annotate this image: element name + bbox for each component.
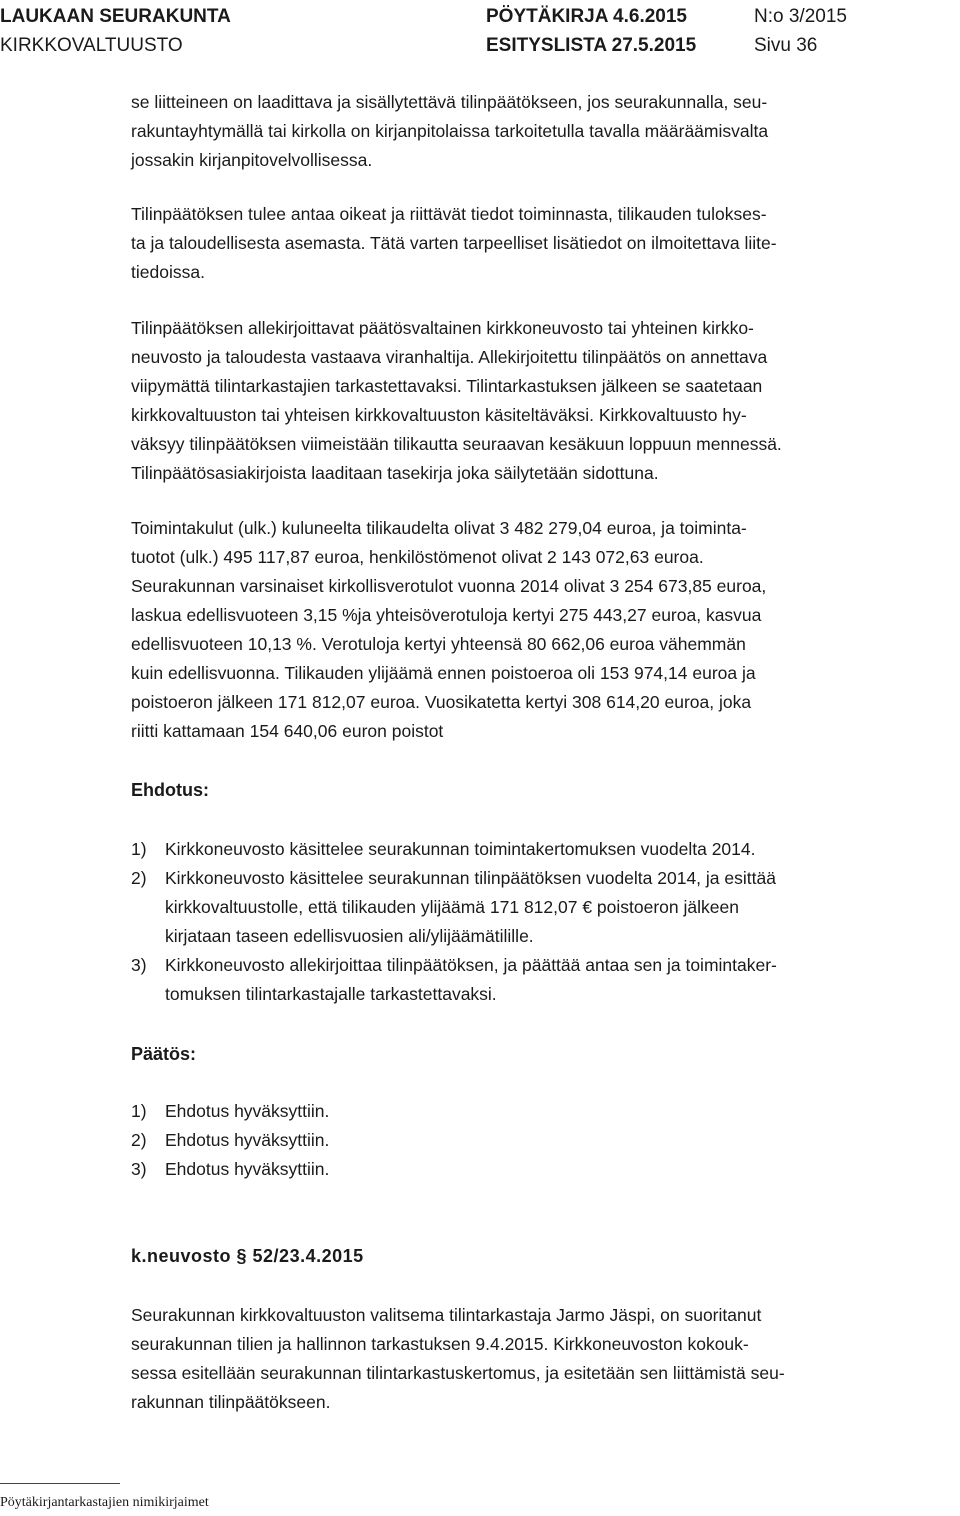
section-reference: k.neuvosto § 52/23.4.2015 (131, 1246, 364, 1266)
text-line: Seurakunnan kirkkovaltuuston valitsema tilintarkastaja Jarmo Jäspi, on suoritanut (131, 1305, 762, 1325)
text-line: Ehdotus hyväksyttiin. (165, 1101, 330, 1121)
text-line: Tilinpäätösasiakirjoista laaditaan tasekirja joka säilytetään sidottuna. (131, 463, 659, 483)
text-line: neuvosto ja taloudesta vastaava viranhaltija. Allekirjoitettu tilinpäätös on annettava (131, 347, 768, 367)
item-number: 2) (131, 1130, 147, 1150)
footer-initials-label: Pöytäkirjantarkastajien nimikirjaimet (0, 1495, 209, 1510)
list-item (131, 835, 951, 864)
text-line: Seurakunnan varsinaiset kirkollisverotulot vuonna 2014 olivat 3 254 673,85 euroa, (131, 576, 767, 596)
text-line: Toimintakulut (ulk.) kuluneelta tilikaudelta olivat 3 482 279,04 euroa, ja toiminta- (131, 518, 747, 538)
item-number: 1) (131, 839, 147, 859)
text-line: laskua edellisvuoteen 3,15 %ja yhteisöverotuloja kertyi 275 443,27 euroa, kasvua (131, 605, 762, 625)
list-item (131, 864, 951, 951)
paragraph-4 (131, 514, 951, 746)
text-line: Ehdotus hyväksyttiin. (165, 1159, 330, 1179)
minutes-number: N:o 3/2015 (754, 6, 847, 27)
text-line: jossakin kirjanpitovelvollisessa. (131, 150, 373, 170)
item-number: 3) (131, 1159, 147, 1179)
decision-heading: Päätös: (131, 1044, 197, 1064)
list-item (131, 1155, 951, 1184)
text-line: sessa esitellään seurakunnan tilintarkastuskertomus, ja esitetään sen liittämistä seu- (131, 1363, 785, 1383)
paragraph-1 (131, 88, 951, 175)
footer-divider (0, 1483, 120, 1484)
decision-list (131, 1097, 951, 1184)
paragraph-3 (131, 314, 951, 488)
text-line: kuin edellisvuonna. Tilikauden ylijäämä ennen poistoeroa oli 153 974,14 euroa ja (131, 663, 756, 683)
text-line: kirkkovaltuustolle, että tilikauden ylijäämä 171 812,07 € poistoeron jälkeen (165, 897, 739, 917)
item-number: 2) (131, 868, 147, 888)
text-line: seurakunnan tilien ja hallinnon tarkastuksen 9.4.2015. Kirkkoneuvoston kokouk- (131, 1334, 749, 1354)
text-line: ta ja taloudellisesta asemasta. Tätä varten tarpeelliset lisätiedot on ilmoitettava liite- (131, 233, 777, 253)
item-number: 1) (131, 1101, 147, 1121)
text-line: Tilinpäätöksen allekirjoittavat päätösvaltainen kirkkoneuvosto tai yhteinen kirkko- (131, 318, 754, 338)
text-line: rakunnan tilinpäätökseen. (131, 1392, 331, 1412)
item-number: 3) (131, 955, 147, 975)
text-line: Kirkkoneuvosto käsittelee seurakunnan toimintakertomuksen vuodelta 2014. (165, 839, 756, 859)
text-line: kirjataan taseen edellisvuosien ali/ylijäämätilille. (165, 926, 534, 946)
text-line: väksyy tilinpäätöksen viimeistään tilikautta seuraavan kesäkuun loppuun mennessä. (131, 434, 782, 454)
closing-paragraph (131, 1301, 951, 1417)
list-item (131, 951, 951, 1009)
list-item (131, 1097, 951, 1126)
body-name: KIRKKOVALTUUSTO (0, 35, 183, 56)
text-line: viipymättä tilintarkastajien tarkastettavaksi. Tilintarkastuksen jälkeen se saatetaan (131, 376, 763, 396)
text-line: Kirkkoneuvosto käsittelee seurakunnan tilinpäätöksen vuodelta 2014, ja esittää (165, 868, 776, 888)
text-line: riitti kattamaan 154 640,06 euron poistot (131, 721, 444, 741)
minutes-date: PÖYTÄKIRJA 4.6.2015 (486, 6, 687, 27)
proposal-heading: Ehdotus: (131, 780, 209, 800)
text-line: Tilinpäätöksen tulee antaa oikeat ja riittävät tiedot toiminnasta, tilikauden tulokses- (131, 204, 767, 224)
text-line: tomuksen tilintarkastajalle tarkastettavaksi. (165, 984, 497, 1004)
agenda-date: ESITYSLISTA 27.5.2015 (486, 35, 697, 56)
text-line: poistoeron jälkeen 171 812,07 euroa. Vuosikatetta kertyi 308 614,20 euroa, joka (131, 692, 752, 712)
text-line: rakuntayhtymällä tai kirkolla on kirjanpitolaissa tarkoitetulla tavalla määräämisvalta (131, 121, 769, 141)
text-line: tuotot (ulk.) 495 117,87 euroa, henkilöstömenot olivat 2 143 072,63 euroa. (131, 547, 704, 567)
text-line: Kirkkoneuvosto allekirjoittaa tilinpäätöksen, ja päättää antaa sen ja toimintaker- (165, 955, 777, 975)
org-name: LAUKAAN SEURAKUNTA (0, 6, 231, 27)
text-line: tiedoissa. (131, 262, 205, 282)
list-item (131, 1126, 951, 1155)
proposal-list (131, 835, 951, 1009)
text-line: edellisvuoteen 10,13 %. Verotuloja kertyi yhteensä 80 662,06 euroa vähemmän (131, 634, 746, 654)
text-line: Ehdotus hyväksyttiin. (165, 1130, 330, 1150)
text-line: se liitteineen on laadittava ja sisällytettävä tilinpäätökseen, jos seurakunnalla, seu- (131, 92, 768, 112)
text-line: kirkkovaltuuston tai yhteisen kirkkovaltuuston käsiteltäväksi. Kirkkovaltuusto hy- (131, 405, 747, 425)
paragraph-2 (131, 200, 951, 287)
page-number: Sivu 36 (754, 35, 818, 56)
